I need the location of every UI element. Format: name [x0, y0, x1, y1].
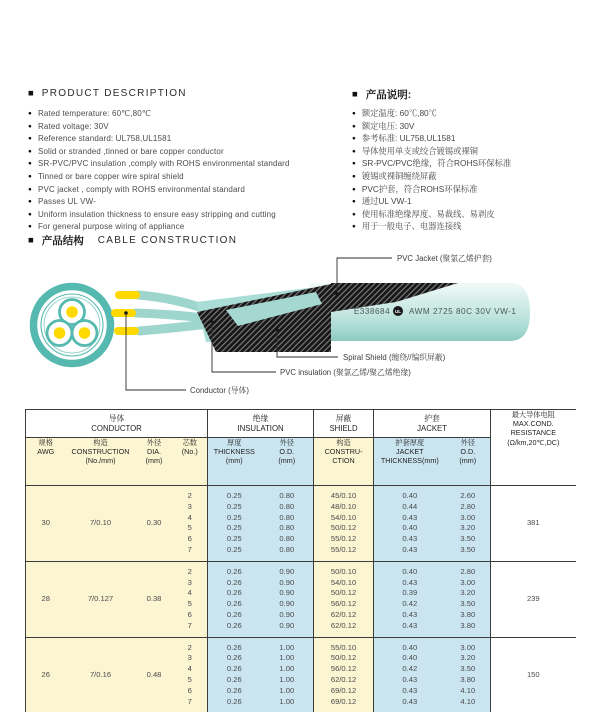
cell-jacket-od: 3.50 [446, 545, 491, 561]
cell-core-count: 7 [173, 621, 208, 637]
cell-awg: 28 [26, 561, 66, 637]
column-header-line: THICKNESS(mm) [380, 456, 439, 466]
column-header [446, 438, 491, 486]
cell-insulation-thickness: 0.26 [208, 578, 261, 589]
cell-jacket-od: 4.10 [446, 697, 491, 713]
column-header [314, 438, 374, 486]
bullet-icon: ● [352, 210, 356, 218]
cell-insulation-od: 0.80 [261, 486, 314, 502]
cell-core-count: 6 [173, 686, 208, 697]
cell-insulation-thickness: 0.25 [208, 513, 261, 524]
cell-insulation-od: 0.90 [261, 610, 314, 621]
cable-print [354, 306, 517, 316]
bullet-icon: ● [352, 135, 356, 143]
column-header-line: (mm) [278, 456, 296, 466]
list-item [352, 146, 511, 159]
cell-insulation-thickness: 0.26 [208, 637, 261, 653]
list-item [352, 133, 511, 146]
list-item [28, 209, 290, 222]
label-pvc-insulation: PVC insulation (聚氯乙烯/聚乙烯绝缘) [280, 368, 411, 377]
cell-shield-construction: 55/0.12 [314, 545, 374, 561]
cell-resistance: 239 [526, 593, 540, 603]
cell-jacket-od: 3.80 [446, 675, 491, 686]
list-item [352, 209, 511, 222]
cell-shield-construction: 50/0.10 [314, 561, 374, 577]
list-item-text: PVC护套，符合ROHS环保标准 [361, 183, 478, 194]
cell-shield-construction: 50/0.12 [314, 588, 374, 599]
cell-insulation-thickness: 0.26 [208, 697, 261, 713]
cell-core-count: 5 [173, 675, 208, 686]
column-header-line: 外径 [146, 438, 162, 447]
cell-jacket-thickness: 0.44 [374, 502, 446, 513]
cell-insulation-thickness: 0.26 [208, 588, 261, 599]
cell-shield-construction: 62/0.12 [314, 610, 374, 621]
cell-insulation-od: 0.80 [261, 545, 314, 561]
cell-jacket-thickness: 0.43 [374, 534, 446, 545]
cell-shield-construction: 69/0.12 [314, 697, 374, 713]
cell-jacket-thickness: 0.43 [374, 675, 446, 686]
column-header-line: 构造 [93, 438, 108, 447]
cell-resistance: 381 [526, 517, 540, 527]
cell-insulation-thickness: 0.26 [208, 561, 261, 577]
column-header-line: (No./mm) [85, 456, 116, 466]
column-header-line: 构造 [336, 438, 351, 447]
cell-core-count: 2 [173, 561, 208, 577]
cell-awg: 26 [26, 637, 66, 712]
cell-jacket-thickness: 0.43 [374, 621, 446, 637]
list-item [352, 158, 511, 171]
cell-insulation-od: 1.00 [261, 664, 314, 675]
cell-insulation-od: 0.80 [261, 513, 314, 524]
list-item [28, 184, 290, 197]
bullet-icon: ● [28, 110, 32, 117]
bullet-icon: ● [28, 210, 32, 218]
cell-insulation-od: 0.80 [261, 523, 314, 534]
cell-awg: 30 [26, 486, 66, 562]
list-item [352, 108, 511, 121]
bullet-icon: ● [28, 122, 32, 130]
cell-insulation-od: 1.00 [261, 686, 314, 697]
list-item-text: SR-PVC/PVC绝缘，符合ROHS环保标准 [361, 158, 512, 169]
cell-insulation-od: 0.90 [261, 621, 314, 637]
list-item-text: For general purpose wiring of appliance [37, 222, 185, 232]
cell-core-count: 4 [173, 513, 208, 524]
bullet-icon: ● [352, 223, 356, 231]
cell-insulation-od: 0.80 [261, 502, 314, 513]
list-item [352, 221, 511, 234]
list-item-text: 通过UL VW-1 [361, 196, 412, 207]
column-header [173, 438, 208, 486]
cell-shield-construction: 55/0.10 [314, 637, 374, 653]
cable-3d-view [111, 283, 530, 352]
list-item-text: Rated temperature: 60℃,80℃ [37, 109, 152, 118]
resistance-header-line: 最大导体电阻 [511, 410, 555, 419]
cell-jacket-od: 3.20 [446, 523, 491, 534]
label-conductor: Conductor (导体) [190, 386, 249, 395]
column-header-line: CONSTRUCTION [71, 447, 130, 457]
resistance-header-line: MAX.COND. [512, 419, 554, 429]
bullet-icon: ● [28, 172, 32, 180]
list-item [352, 171, 511, 184]
bullet-icon: ● [352, 160, 356, 168]
cell-jacket-od: 3.00 [446, 513, 491, 524]
list-item-text: Passes UL VW- [37, 197, 96, 207]
cell-core-count: 5 [173, 523, 208, 534]
resistance-header-line: RESISTANCE [510, 428, 556, 438]
cell-core-count: 4 [173, 664, 208, 675]
cell-insulation-thickness: 0.26 [208, 686, 261, 697]
column-header-line: AWG [37, 447, 55, 457]
awg-block-28 [26, 561, 576, 637]
group-header-en: JACKET [417, 423, 447, 433]
group-header-cn: 导体 [108, 413, 125, 423]
cell-core-count: 2 [173, 637, 208, 653]
bullet-icon: ● [28, 185, 32, 193]
column-header-line: (mm) [459, 456, 477, 466]
column-header [374, 438, 446, 486]
cell-core-count: 4 [173, 588, 208, 599]
cell-insulation-thickness: 0.26 [208, 621, 261, 637]
cell-jacket-od: 3.20 [446, 588, 491, 599]
cell-insulation-od: 0.90 [261, 599, 314, 610]
column-header [136, 438, 173, 486]
description-list-en [28, 108, 290, 234]
list-item [352, 196, 511, 209]
column-group-header [374, 410, 491, 438]
awg-block-26 [26, 637, 576, 712]
cell-core-count: 6 [173, 610, 208, 621]
section-square-icon: ■ [352, 88, 358, 100]
cell-insulation-od: 0.90 [261, 561, 314, 577]
list-item-text: Tinned or bare copper wire spiral shield [37, 171, 184, 181]
awg-block-30 [26, 486, 576, 562]
cell-core-count: 3 [173, 653, 208, 664]
product-description-title: PRODUCT DESCRIPTION [41, 88, 187, 99]
cell-shield-construction: 54/0.10 [314, 513, 374, 524]
list-item [28, 158, 290, 171]
list-item [28, 108, 290, 121]
list-item-text: 额定温度: 60℃,80℃ [361, 108, 437, 118]
cell-jacket-od: 3.50 [446, 664, 491, 675]
cell-shield-construction: 56/0.12 [314, 664, 374, 675]
group-header-cn: 绝缘 [252, 413, 269, 423]
list-item-text: Rated voltage: 30V [37, 121, 109, 131]
cell-construction: 7/0.127 [66, 561, 136, 637]
cell-diameter: 0.30 [136, 486, 173, 562]
cell-shield-construction: 48/0.10 [314, 502, 374, 513]
cell-insulation-thickness: 0.25 [208, 534, 261, 545]
list-item-text: Solid or stranded ,tinned or bare copper conductor [37, 146, 224, 156]
bullet-icon: ● [352, 198, 356, 206]
column-header-line: THICKNESS [213, 447, 255, 457]
cell-insulation-thickness: 0.25 [208, 545, 261, 561]
resistance-header [491, 410, 576, 486]
cell-insulation-thickness: 0.26 [208, 599, 261, 610]
cell-jacket-thickness: 0.40 [374, 653, 446, 664]
construction-title-cn: 产品结构 [41, 235, 84, 247]
cell-jacket-od: 3.00 [446, 637, 491, 653]
cell-jacket-od: 2.80 [446, 502, 491, 513]
list-item-text: SR-PVC/PVC insulation ,comply with ROHS environmental standard [37, 159, 290, 169]
cell-insulation-od: 1.00 [261, 697, 314, 713]
column-header [261, 438, 314, 486]
group-header-en: CONDUCTOR [91, 423, 142, 433]
section-square-icon: ■ [28, 234, 34, 246]
resistance-header-line: (Ω/km,20℃,DC) [507, 437, 560, 447]
column-header [26, 438, 66, 486]
label-spiral-shield: Spiral Shield (缠绕//编织屏蔽) [343, 353, 446, 362]
bullet-icon: ● [28, 223, 32, 231]
cell-jacket-thickness: 0.39 [374, 588, 446, 599]
list-item-text: 参考标准: UL758,UL1581 [361, 133, 456, 144]
cell-jacket-od: 2.60 [446, 486, 491, 502]
product-description-header-cn [352, 87, 411, 102]
cell-jacket-thickness: 0.43 [374, 578, 446, 589]
cell-construction: 7/0.10 [66, 486, 136, 562]
cell-jacket-thickness: 0.40 [374, 637, 446, 653]
cell-jacket-thickness: 0.43 [374, 513, 446, 524]
product-description-title-cn: 产品说明: [365, 89, 412, 101]
list-item [28, 121, 290, 134]
cable-diagram [0, 248, 603, 408]
cell-insulation-od: 0.90 [261, 588, 314, 599]
cell-core-count: 5 [173, 599, 208, 610]
column-header-line: 外径 [279, 438, 294, 447]
label-pvc-jacket: PVC Jacket (聚氯乙烯护套) [397, 254, 492, 263]
cell-jacket-thickness: 0.42 [374, 599, 446, 610]
cell-insulation-od: 1.00 [261, 675, 314, 686]
cell-jacket-od: 3.50 [446, 599, 491, 610]
cell-shield-construction: 62/0.12 [314, 621, 374, 637]
bullet-icon: ● [28, 135, 32, 143]
column-header-line: JACKET [396, 447, 424, 457]
table-row [26, 561, 576, 577]
group-header-cn: 护套 [424, 413, 440, 423]
list-item [28, 196, 290, 209]
list-item [352, 121, 511, 134]
column-header [66, 438, 136, 486]
list-item-text: PVC jacket , comply with ROHS environmental standard [37, 184, 245, 194]
product-description-header [28, 88, 187, 99]
bullet-icon: ● [352, 122, 356, 130]
cell-insulation-thickness: 0.25 [208, 523, 261, 534]
cell-core-count: 2 [173, 486, 208, 502]
list-item-text: Uniform insulation thickness to ensure easy stripping and cutting [37, 209, 276, 219]
cell-shield-construction: 45/0.10 [314, 486, 374, 502]
construction-title-en: CABLE CONSTRUCTION [97, 235, 238, 246]
list-item [28, 171, 290, 184]
cell-jacket-od: 3.80 [446, 610, 491, 621]
cell-shield-construction: 55/0.12 [314, 534, 374, 545]
cell-core-count: 7 [173, 697, 208, 713]
table-row [26, 637, 576, 653]
list-item-text: Reference standard: UL758,UL1581 [37, 134, 172, 144]
cell-insulation-od: 0.90 [261, 578, 314, 589]
cell-shield-construction: 54/0.10 [314, 578, 374, 589]
cell-insulation-od: 0.80 [261, 534, 314, 545]
column-header-line: 规格 [38, 438, 53, 447]
cable-cross-section [34, 287, 111, 364]
section-square-icon: ■ [28, 87, 34, 99]
cell-insulation-od: 1.00 [261, 653, 314, 664]
ul-mark-text: UL [394, 309, 402, 315]
column-header-line: (mm) [145, 456, 163, 466]
column-header-line: 外径 [460, 438, 475, 447]
column-header-line: 厚度 [227, 438, 242, 447]
column-header-line: O.D. [460, 447, 476, 457]
list-item-text: 使用标准绝缘厚度、易裁线、易剥皮 [361, 208, 495, 219]
cell-insulation-od: 1.00 [261, 637, 314, 653]
cell-jacket-thickness: 0.43 [374, 697, 446, 713]
list-item [28, 146, 290, 159]
cell-shield-construction: 50/0.12 [314, 523, 374, 534]
bullet-icon: ● [352, 185, 356, 193]
column-header-line: CTION [332, 456, 355, 466]
bullet-icon: ● [28, 160, 32, 168]
group-header-en: INSULATION [237, 423, 284, 433]
column-header-line: (mm) [225, 456, 243, 466]
cell-insulation-thickness: 0.25 [208, 502, 261, 513]
column-group-header [314, 410, 374, 438]
column-header-line: O.D. [279, 447, 295, 457]
cell-insulation-thickness: 0.26 [208, 664, 261, 675]
column-header [208, 438, 261, 486]
cell-jacket-thickness: 0.42 [374, 664, 446, 675]
cell-resistance: 150 [526, 669, 540, 679]
cell-jacket-thickness: 0.40 [374, 486, 446, 502]
cell-core-count: 3 [173, 502, 208, 513]
description-list-cn [352, 108, 511, 234]
cell-insulation-thickness: 0.26 [208, 653, 261, 664]
cell-jacket-od: 3.80 [446, 621, 491, 637]
list-item-text: 额定电压: 30V [361, 120, 415, 131]
bullet-icon: ● [28, 147, 32, 155]
bullet-icon: ● [352, 110, 356, 117]
cell-core-count: 3 [173, 578, 208, 589]
cell-insulation-thickness: 0.25 [208, 486, 261, 502]
cell-core-count: 7 [173, 545, 208, 561]
cell-shield-construction: 62/0.12 [314, 675, 374, 686]
cell-jacket-od: 4.10 [446, 686, 491, 697]
bullet-icon: ● [352, 147, 356, 155]
cell-jacket-thickness: 0.40 [374, 523, 446, 534]
list-item-text: 镀锡或裸铜缠绕屏蔽 [361, 170, 437, 181]
cell-jacket-od: 2.80 [446, 561, 491, 577]
cell-construction: 7/0.16 [66, 637, 136, 712]
cable-print-spec: AWM 2725 80C 30V VW-1 [409, 307, 517, 316]
cell-jacket-od: 3.20 [446, 653, 491, 664]
cell-diameter: 0.48 [136, 637, 173, 712]
column-group-header [208, 410, 314, 438]
cell-jacket-thickness: 0.43 [374, 610, 446, 621]
bullet-icon: ● [28, 198, 32, 206]
table-row [26, 486, 576, 502]
cell-jacket-od: 3.00 [446, 578, 491, 589]
column-header-line: DIA. [147, 447, 161, 457]
cell-shield-construction: 69/0.12 [314, 686, 374, 697]
list-item-text: 导体使用单支或绞合镀锡或裸铜 [361, 145, 478, 156]
cell-core-count: 6 [173, 534, 208, 545]
cell-shield-construction: 50/0.12 [314, 653, 374, 664]
cable-construction-header [28, 233, 237, 248]
cell-jacket-thickness: 0.43 [374, 545, 446, 561]
column-group-header [26, 410, 208, 438]
list-item [352, 184, 511, 197]
list-item [28, 133, 290, 146]
column-header-line: 芯数 [182, 438, 197, 447]
list-item-text: 用于一般电子、电器连接线 [361, 221, 462, 232]
cell-diameter: 0.38 [136, 561, 173, 637]
group-header-en: SHIELD [329, 423, 358, 433]
column-header-line: 护套厚度 [395, 438, 425, 447]
cell-jacket-thickness: 0.40 [374, 561, 446, 577]
cell-jacket-od: 3.50 [446, 534, 491, 545]
cable-print-cert: E338684 [353, 307, 391, 316]
cell-jacket-thickness: 0.43 [374, 686, 446, 697]
cell-shield-construction: 56/0.12 [314, 599, 374, 610]
spec-table [25, 409, 576, 712]
group-header-cn: 屏蔽 [335, 413, 352, 423]
cell-insulation-thickness: 0.26 [208, 675, 261, 686]
column-header-line: (No.) [181, 447, 198, 457]
bullet-icon: ● [352, 172, 356, 180]
column-header-line: CONSTRU- [324, 447, 363, 457]
cell-insulation-thickness: 0.26 [208, 610, 261, 621]
